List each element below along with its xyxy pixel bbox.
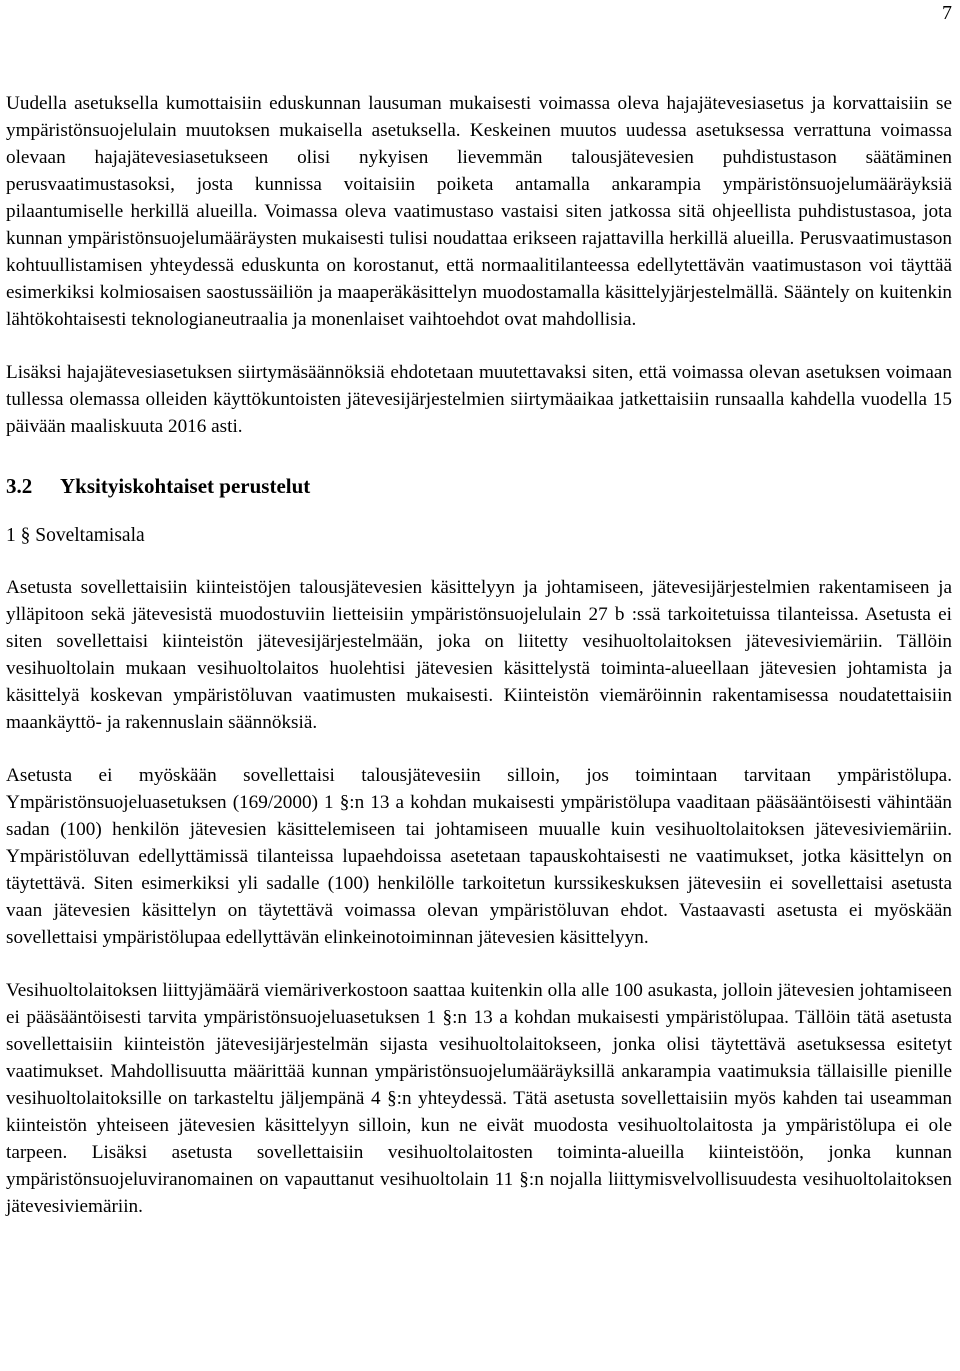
paragraph-environmental-permit: Asetusta ei myöskään sovellettaisi talousjätevesiin silloin, jos toimintaan tarvitaan ympäristölupa. Ympäristönsuojeluasetuksen (169/2000) 1 §:n 13 a kohdan mukaisesti ympäristölupa vaaditaan pääsääntöisesti vähintään sadan (100) henkilön jätevesien käsittelemiseen tai johtamiseen muualle kuin vesihuoltolaitoksen jätevesiviemäriin. Ympäristöluvan edellyttämissä tilanteissa lupaehdoissa asetetaan tapauskohtaisesti ne vaatimukset, jotka käsittelyn on täytettävä. Siten esimerkiksi yli sadalle (100) henkilölle tarkoitetun kurssikeskuksen jätevesiin ei sovellettaisi asetusta vaan jätevesien käsittelyn on täytettävä voimassa olevan ympäristöluvan ehdot. Vastaavasti asetusta ei myöskään sovellettaisi ympäristölupaa edellyttävän elinkeinotoiminnan jätevesien käsittelyyn. (6, 765, 952, 948)
subsection-heading: 1 § Soveltamisala (6, 525, 145, 546)
paragraph-transition-provisions: Lisäksi hajajätevesiasetuksen siirtymäsäännöksiä ehdotetaan muutettavaksi siten, että voimassa olevan asetuksen voimaan tullessa olemassa olleiden käyttökuntoisten jätevesijärjestelmien siirtymäaikaa jatkettaisiin runsaalla kahdella vuodella 15 päivään maaliskuuta 2016 asti. (6, 362, 952, 437)
page-content (6, 90, 952, 1220)
section-number: 3.2 (6, 474, 33, 498)
section-title: Yksityiskohtaiset perustelut (60, 474, 311, 498)
paragraph-scope: Asetusta sovellettaisiin kiinteistöjen talousjätevesien käsittelyyn ja johtamiseen, jätevesijärjestelmien rakentamiseen ja ylläpitoon sekä jätevesistä muodostuviin lietteisiin ympäristönsuojelulain 27 b :ssä tarkoitetuissa tilanteissa. Asetusta ei siten sovellettaisi kiinteistön jätevesijärjestelmään, joka on liitetty vesihuoltolaitoksen jätevesiviemäriin. Tällöin vesihuoltolain mukaan vesihuoltolaitos huolehtisi jätevesien käsittelystä toiminta-alueellaan jätevesien johtamista ja käsittelyä koskevan ympäristöluvan vaatimusten mukaisesti. Kiinteistön viemäröinnin rakentamisessa noudatettaisiin maankäyttö- ja rakennuslain säännöksiä. (6, 577, 952, 733)
paragraph-water-utility: Vesihuoltolaitoksen liittyjämäärä viemäriverkostoon saattaa kuitenkin olla alle 100 asukasta, jolloin jätevesien johtamiseen ei pääsääntöisesti tarvita ympäristönsuojeluasetuksen 1 §:n 13 a kohdan mukaisesti ympäristölupaa. Tällöin tätä asetusta sovellettaisiin kiinteistön jätevesijärjestelmän sijasta vesihuoltolaitokseen, jonka olisi täytettävä asetuksessa esitetyt vaatimukset. Mahdollisuutta määrittää kunnan ympäristönsuojelumääräyksillä ankarampia vaatimuksia tällaisille pienille vesihuoltolaitoksille on tarkasteltu jäljempänä 4 §:n yhteydessä. Tätä asetusta sovellettaisiin myös kahden tai useamman kiinteistön yhteiseen jätevesien käsittelyyn silloin, kun ne eivät muodosta vesihuoltolaitosta ja ympäristölupa ei ole tarpeen. Lisäksi asetusta sovellettaisiin vesihuoltolaitosten toiminta-alueilla kiinteistöön, jonka kunnan ympäristönsuojeluviranomainen on vapauttanut vesihuoltolain 11 §:n nojalla liittymisvelvollisuudesta vesihuoltolaitoksen jätevesiviemäriin. (6, 980, 952, 1217)
paragraph-regulation-overview: Uudella asetuksella kumottaisiin eduskunnan lausuman mukaisesti voimassa oleva hajajätevesiasetus ja korvattaisiin se ympäristönsuojelulain muutoksen mukaisella asetuksella. Keskeinen muutos uudessa asetuksessa verrattuna voimassa olevaan hajajätevesiasetukseen olisi nykyisen lievemmän talousjätevesien puhdistustason säätäminen perusvaatimustasoksi, josta kunnissa voitaisiin poiketa antamalla ankarampia ympäristönsuojelumääräyksiä pilaantumiselle herkillä alueilla. Voimassa oleva vaatimustaso vastaisi siten jatkossa sitä ohjeellista puhdistustasoa, jota kunnan ympäristönsuojelumääräysten mukaisesti tulisi noudattaa erikseen rajattavilla herkillä alueilla. Perusvaatimustason kohtuullistamisen yhteydessä eduskunta on korostanut, että normaalitilanteessa edellytettävän vaatimustason voi täyttää esimerkiksi kolmiosaisen saostussäiliön ja maaperäkäsittelyn muodostamalla käsittelyjärjestelmällä. Sääntely on kuitenkin lähtökohtaisesti teknologianeutraalia ja monenlaiset vaihtoehdot ovat mahdollisia. (6, 93, 952, 330)
page-number: 7 (942, 2, 952, 24)
section-heading (6, 472, 952, 500)
